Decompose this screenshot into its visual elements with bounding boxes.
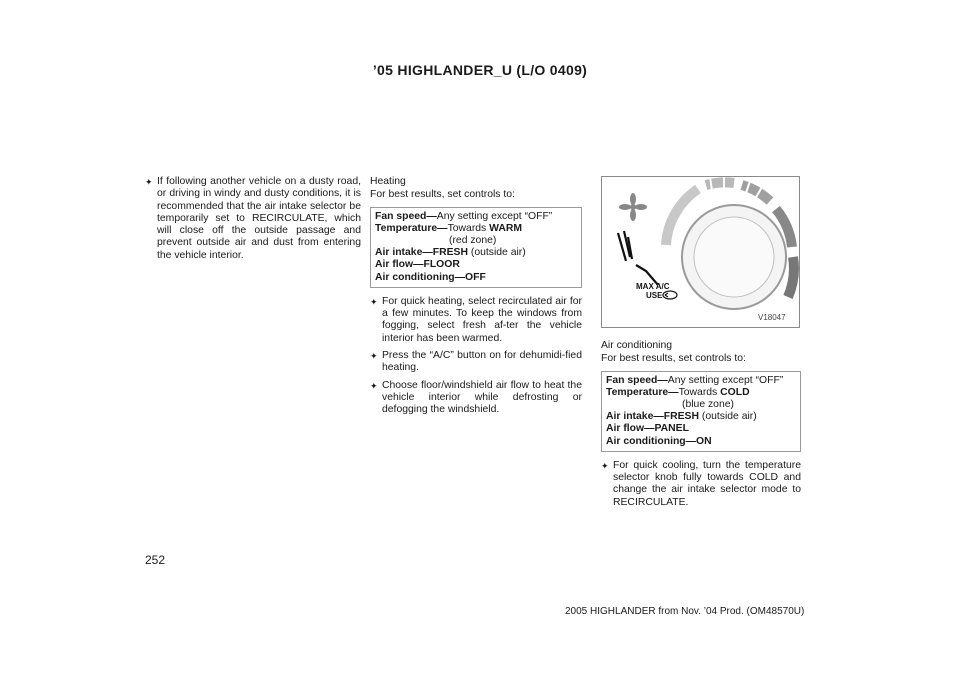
figure-code: V18047	[758, 313, 786, 322]
bullet-icon: ✦	[601, 460, 609, 471]
pointer-lines	[618, 231, 658, 285]
page-number: 252	[145, 553, 166, 567]
bullet-icon: ✦	[370, 380, 378, 391]
aircon-intro: For best results, set controls to:	[601, 353, 746, 365]
fan-icon	[619, 193, 647, 221]
list-item: ✦ For quick cooling, turn the temperature selector knob fully towards COLD and change the air intake selector mode to RECIRCULATE.	[601, 459, 801, 508]
heating-title: Heating	[370, 176, 406, 187]
list-item: ✦ Press the “A/C” button on for dehumidi-fied heating.	[370, 350, 582, 374]
heating-section	[370, 176, 582, 421]
page-header: ’05 HIGHLANDER_U (L/O 0409)	[372, 62, 588, 78]
bullet-icon: ✦	[370, 296, 378, 307]
bullet-icon: ✦	[145, 177, 153, 187]
use-label: USE	[646, 291, 663, 300]
list-item: ✦ If following another vehicle on a dusty road, or driving in windy and dusty conditions, it is recommended that the air intake selector be temporarily set to RECIRCULATE, which will close off the outside passage and prevent outside air and dust from entering the vehicle interior.	[145, 176, 361, 261]
page-footer: 2005 HIGHLANDER from Nov. ’04 Prod. (OM48570U)	[565, 606, 805, 617]
list-item: ✦ Choose floor/windshield air flow to heat the vehicle interior while defrosting or defogging the windshield.	[370, 379, 582, 416]
column-1	[145, 176, 361, 267]
temperature-dial-figure	[601, 176, 800, 328]
bullet-icon: ✦	[370, 351, 378, 361]
recirculate-icon	[663, 291, 677, 299]
aircon-title: Air conditioning	[601, 340, 673, 351]
heating-settings-box: Fan speed—Any setting except “OFF” Temperature—Towards WARM (red zone) Air intake—FRESH (outside air) Air flow—FLOOR Air conditioning—OFF	[370, 207, 582, 288]
heating-intro: For best results, set controls to:	[370, 189, 515, 201]
max-ac-label: MAX A/C	[636, 282, 670, 291]
dial-illustration	[602, 177, 799, 327]
list-item: ✦ For quick heating, select recirculated air for a few minutes. To keep the windows from fogging, select fresh af-ter the vehicle interior has been warmed.	[370, 295, 582, 344]
aircon-section	[601, 176, 801, 514]
aircon-settings-box: Fan speed—Any setting except “OFF” Temperature—Towards COLD (blue zone) Air intake—FRESH (outside air) Air flow—PANEL Air conditioning—ON	[601, 371, 801, 452]
